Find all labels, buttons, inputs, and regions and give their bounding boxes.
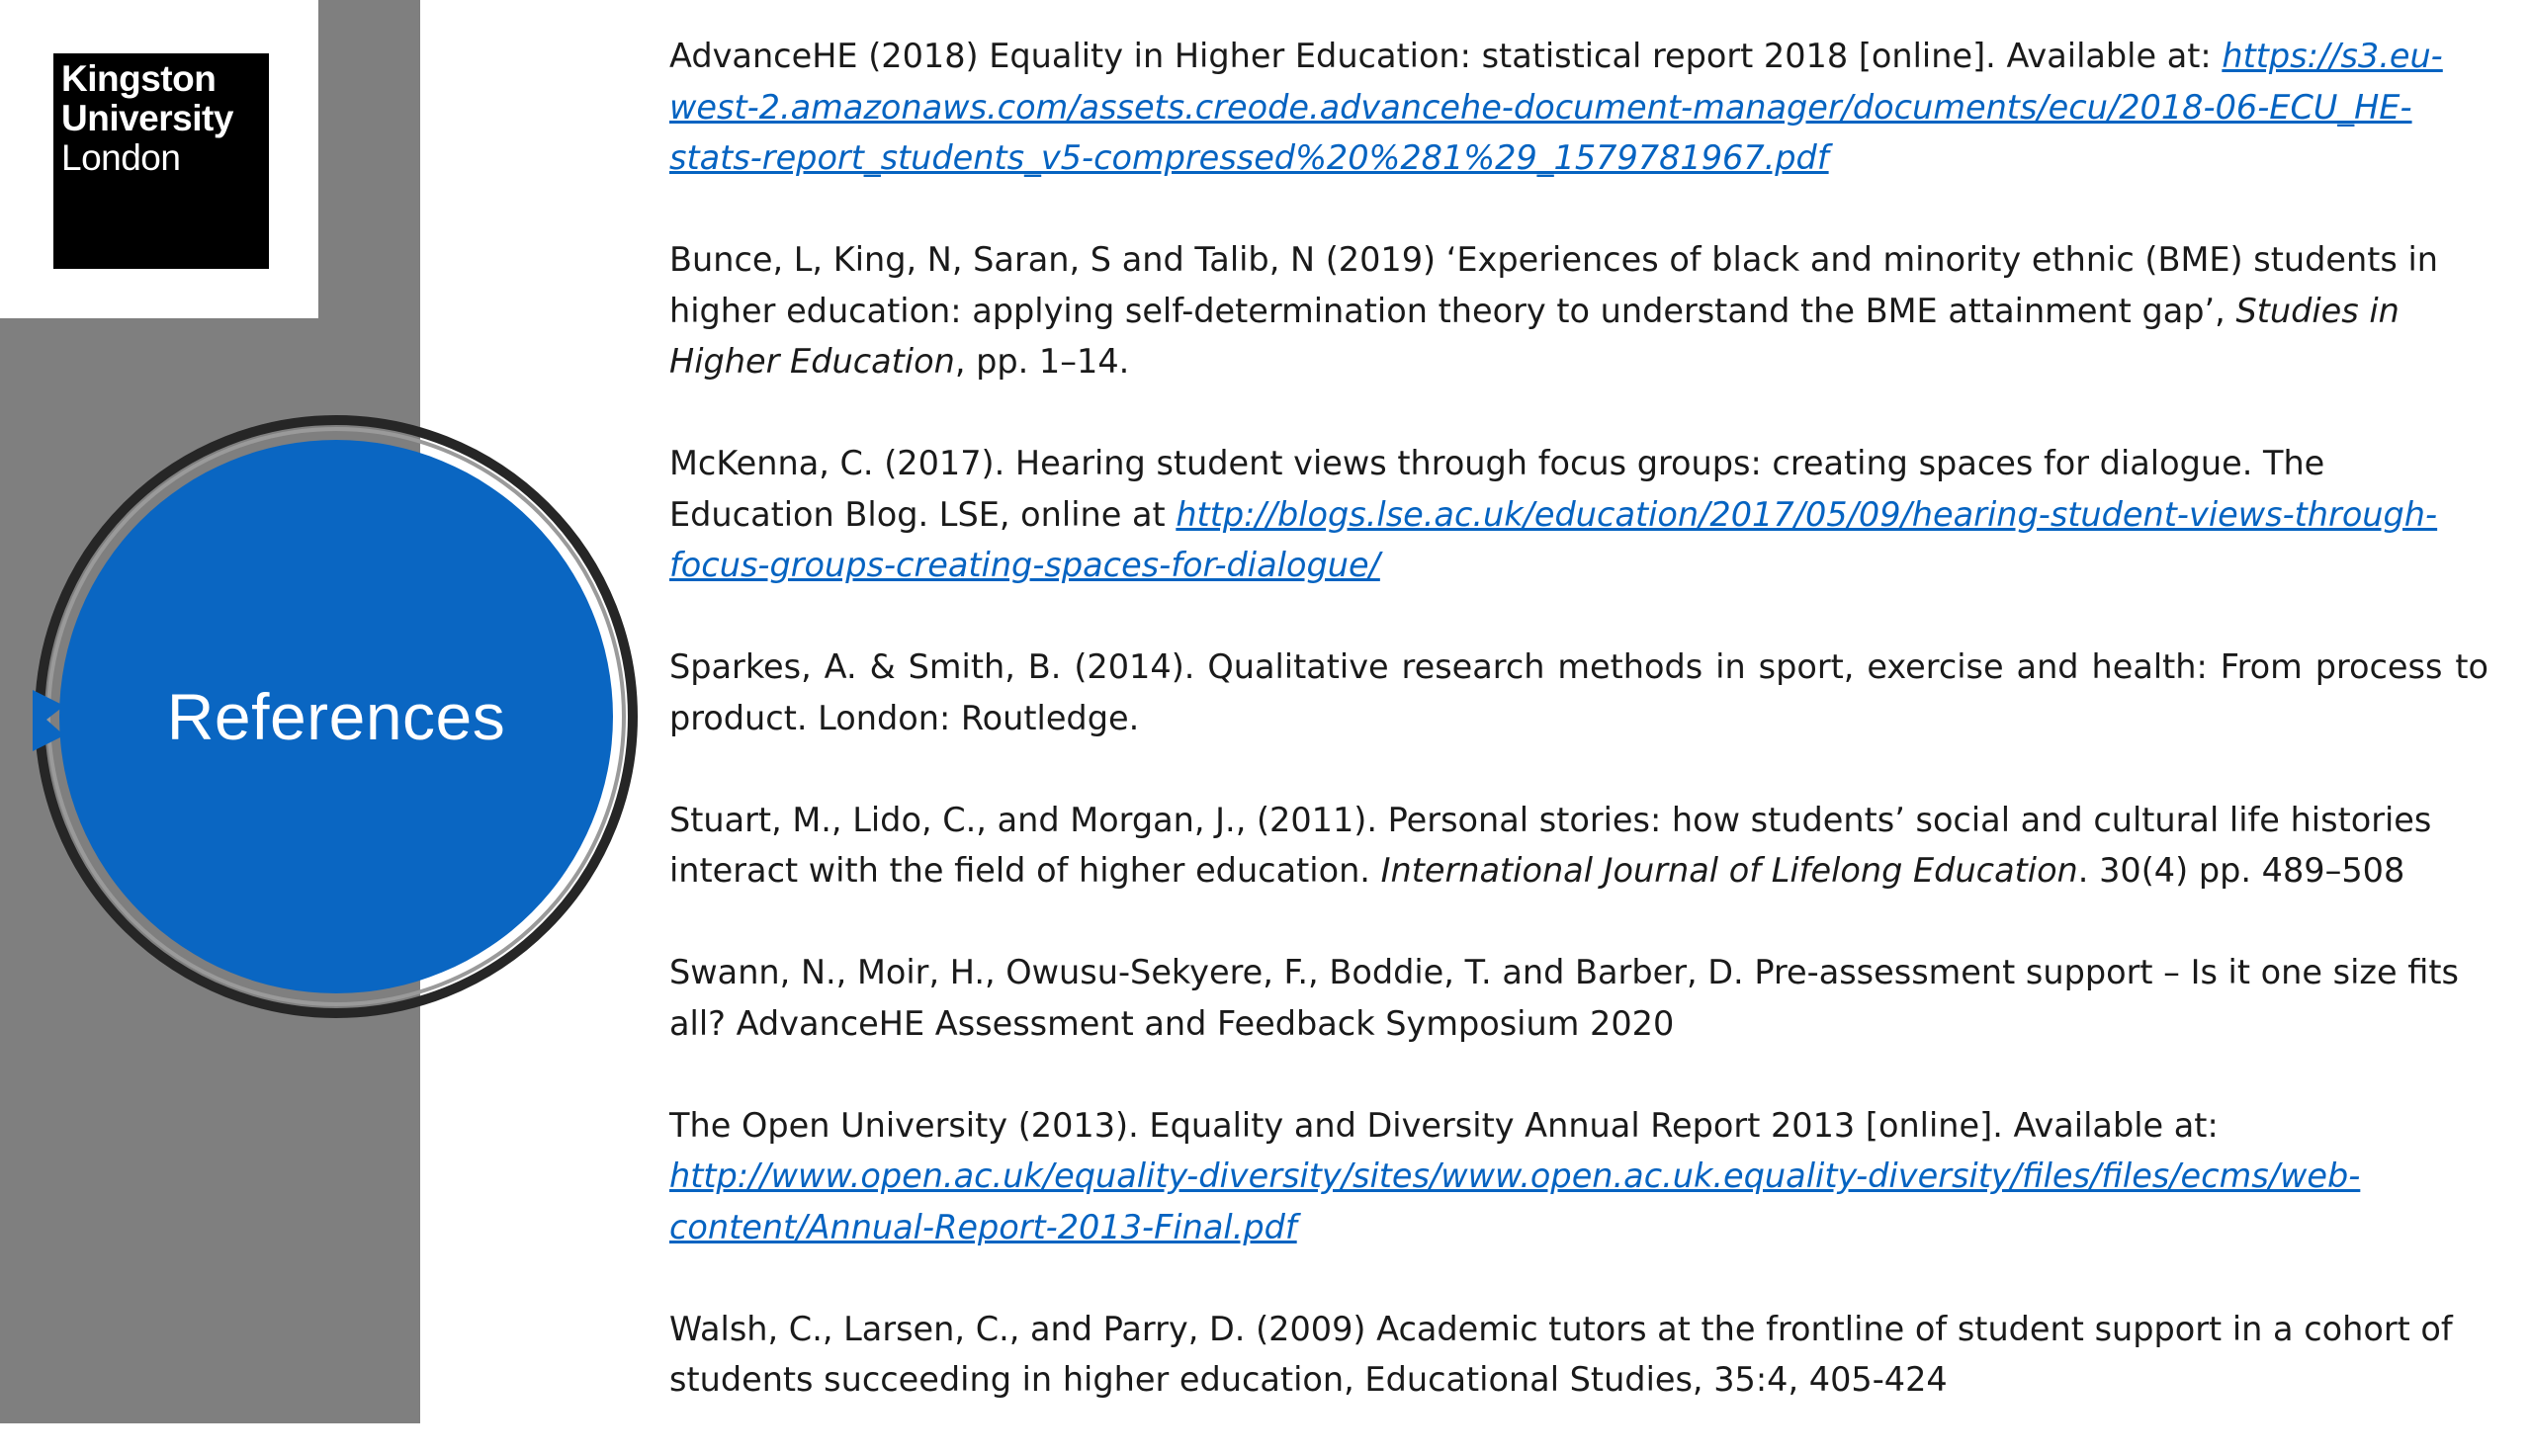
reference-open-university — [669, 1100, 2488, 1253]
reference-tail: , pp. 1–14. — [954, 342, 1130, 381]
reference-text: Bunce, L, King, N, Saran, S and Talib, N (2019) ‘Experiences of black and minority ethnic (BME) students in higher education: applying self-determination theory to understand the BME attainment gap’, — [669, 240, 2438, 330]
reference-mckenna — [669, 438, 2488, 591]
reference-link[interactable]: http://www.open.ac.uk/equality-diversity/sites/www.open.ac.uk.equality-diversity/files/files/ecms/web-content/Annual-Report-2013-Final.pdf — [669, 1156, 2361, 1246]
logo-line-3: London — [61, 137, 181, 178]
logo-area — [0, 0, 318, 318]
reference-text: Sparkes, A. & Smith, B. (2014). Qualitative research methods in sport, exercise and health: From process to product. London: Routledge. — [669, 647, 2488, 737]
kingston-university-logo — [53, 53, 269, 269]
reference-tail: . 30(4) pp. 489–508 — [2077, 851, 2405, 890]
reference-link[interactable]: http://blogs.lse.ac.uk/education/2017/05/09/hearing-student-views-through-focus-groups-creating-spaces-for-dialogue/ — [669, 494, 2438, 584]
logo-line-1: Kingston — [61, 58, 217, 99]
reference-swann — [669, 947, 2488, 1049]
section-title: References — [166, 680, 506, 753]
reference-journal: Studies in Higher Education — [669, 291, 2400, 381]
reference-text: Stuart, M., Lido, C., and Morgan, J., (2011). Personal stories: how students’ social and cultural life histories interact with the field of higher education. — [669, 800, 2432, 890]
logo-line-2: University — [61, 98, 233, 138]
reference-bunce — [669, 234, 2488, 387]
reference-text: McKenna, C. (2017). Hearing student views through focus groups: creating spaces for dialogue. The Education Blog. LSE, online at — [669, 444, 2325, 534]
references-list — [669, 31, 2488, 1456]
reference-link[interactable]: https://s3.eu-west-2.amazonaws.com/assets.creode.advancehe-document-manager/documents/ecu/2018-06-ECU_HE-stats-report_students_v5-compressed%20%281%29_1579781967.pdf — [669, 37, 2443, 177]
reference-journal: International Journal of Lifelong Education — [1380, 851, 2078, 890]
reference-stuart — [669, 795, 2488, 897]
reference-sparkes — [669, 642, 2488, 743]
reference-text: AdvanceHE (2018) Equality in Higher Education: statistical report 2018 [online]. Available at: — [669, 37, 2223, 75]
reference-text: Walsh, C., Larsen, C., and Parry, D. (2009) Academic tutors at the frontline of student support in a cohort of students succeeding in higher education, Educational Studies, 35:4, 405-424 — [669, 1309, 2453, 1399]
reference-text: The Open University (2013). Equality and Diversity Annual Report 2013 [online]. Available at: — [669, 1105, 2219, 1145]
reference-text: Swann, N., Moir, H., Owusu-Sekyere, F., Boddie, T. and Barber, D. Pre-assessment support – Is it one size fits all? AdvanceHE Assessment and Feedback Symposium 2020 — [669, 953, 2459, 1043]
reference-walsh — [669, 1304, 2488, 1406]
reference-advancehe — [669, 31, 2488, 184]
